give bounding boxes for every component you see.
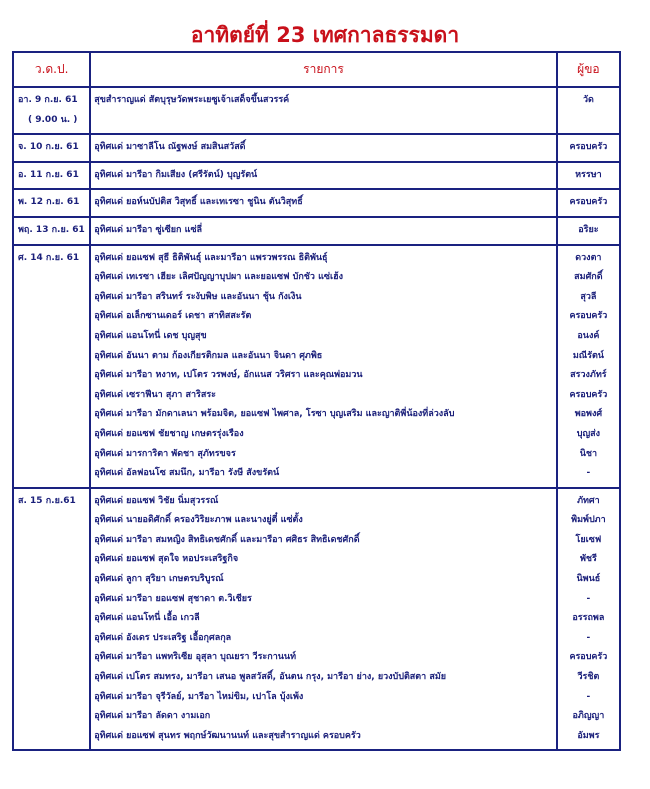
intention-item: อุทิศแด่ ยอแซฟ วิชัย นิ่มสุวรรณ์ (94, 495, 219, 506)
row-items-cell (90, 87, 557, 134)
row-date: ศ. 14 ก.ย. 61 (18, 252, 80, 263)
page-title: อาทิตย์ที่ 23 เทศกาลธรรมดา (190, 23, 460, 47)
intention-item: อุทิศแด่ ยอห์นบัปติส วิสุทธิ์ และเทเรซา ชูนิน ตันวิสุทธิ์ (94, 197, 303, 208)
requester-name: สมศักดิ์ (574, 272, 603, 283)
intention-item: อุทิศแด่ ยอแซฟ ชัยชาญ เกษตรรุ่งเรือง (94, 428, 244, 439)
requester-name: ครอบครัว (569, 389, 608, 400)
intention-item: อุทิศแด่ มารีอา ลัดดา งามเอก (94, 711, 211, 722)
requester-name: นิชา (579, 448, 598, 459)
intention-item: อุทิศแด่ มารีอา จุรีวัลย์, มารีอา ไหม่ขิม, เปาโล บุ้งเพ้ง (94, 691, 304, 702)
intention-item: อุทิศแด่ มารการิตา พัดชา สุภัทรขจร (94, 448, 236, 459)
row-date-time: ( 9.00 น. ) (28, 114, 78, 125)
row-date: อา. 9 ก.ย. 61 (18, 95, 78, 105)
row-date-cell (13, 217, 90, 245)
intention-item: อุทิศแด่ อันนา ตาม ก้องเกียรติกมล และอันนา จินดา ศุภพิธ (94, 350, 323, 361)
requester-name: อนงค์ (577, 330, 600, 341)
requester-name: ดวงตา (575, 252, 602, 263)
intention-item: อุทิศแด่ นายอดิศักดิ์ ครองวิริยะภาพ และนางยู่ตี๋ แซ่ตั้ง (94, 515, 303, 526)
intention-item: สุขสำราญแด่ สัตบุรุษวัดพระเยซูเจ้าเสด็จขึ้นสวรรค์ (94, 95, 290, 105)
requester-name: อรรถพล (572, 613, 605, 624)
row-date-cell (13, 162, 90, 190)
requester-name: วีรชิต (577, 672, 600, 683)
header-items: รายการ (90, 52, 557, 87)
requester-name: วัด (582, 95, 594, 105)
table-row (13, 488, 620, 751)
row-date-cell (13, 245, 90, 488)
requester-name: ครอบครัว (569, 311, 608, 322)
requester-name: นิพนธ์ (576, 574, 601, 585)
requester-name: พัชรี (579, 554, 597, 565)
requester-name: ครอบครัว (569, 652, 608, 663)
table-row (13, 162, 620, 190)
requester-name: - (586, 691, 591, 702)
row-requester-cell (557, 87, 620, 134)
table-row (13, 134, 620, 162)
row-items-cell (90, 488, 557, 751)
row-items-cell (90, 245, 557, 488)
requester-name: - (586, 632, 591, 643)
table-row (13, 245, 620, 488)
intention-item: อุทิศแด่ อังเดร ประเสริฐ เอื้อกุศลกุล (94, 632, 232, 643)
row-requester-cell (557, 189, 620, 217)
table-row (13, 217, 620, 245)
row-date: ส. 15 ก.ย.61 (18, 495, 76, 506)
table-row (13, 87, 620, 134)
intentions-table (12, 51, 621, 751)
row-requester-cell (557, 162, 620, 190)
requester-name: พิมพ์ปภา (571, 515, 606, 526)
intention-item: อุทิศแด่ อัลฟอนโซ สมนึก, มารีอา รังษี สังขรัตน์ (94, 468, 280, 479)
intention-item: อุทิศแด่ มารีอา สมหญิง สิทธิเดชศักดิ์ และมารีอา ศศิธร สิทธิเดชศักดิ์ (94, 534, 360, 545)
requester-name: บุญส่ง (576, 428, 601, 439)
intention-item: อุทิศแด่ ยอแซฟ สุนทร พฤกษ์วัฒนานนท์ และสุขสำราญแด่ ครอบครัว (94, 730, 361, 741)
row-items-cell (90, 217, 557, 245)
intention-item: อุทิศแด่ แอนโทนี่ เอื้อ เกวลี (94, 613, 200, 624)
row-requester-cell (557, 488, 620, 751)
intention-item: อุทิศแด่ แอนโทนี่ เดช บุญสุข (94, 330, 207, 341)
intention-item: อุทิศแด่ อเล็กซานเดอร์ เดชา สาทิสสะรัต (94, 311, 252, 322)
row-date-cell (13, 134, 90, 162)
intention-item: อุทิศแด่ มารีอา กิมเสียง (ศรีรัตน์) บุญรัตน์ (94, 169, 258, 180)
table-header-row (13, 52, 620, 87)
intention-item: อุทิศแด่ มาซาลีโน ณัฐพงษ์ สมสินสวัสดิ์ (94, 142, 246, 153)
requester-name: สรวงภัทร์ (570, 370, 607, 381)
row-date: พ. 12 ก.ย. 61 (18, 197, 80, 208)
intention-item: อุทิศแด่ เทเรซา เฮียะ เลิศปัญญาบุปผา และยอแซฟ บักชัว แซ่เฮ้ง (94, 272, 343, 283)
requester-name: อภิญญา (572, 711, 605, 722)
requester-name: ครอบครัว (569, 197, 608, 208)
intention-item: อุทิศแด่ มารีอา สรินทร์ ระงับพิษ และอันนา ชุ้น กังเงิน (94, 291, 302, 302)
row-date: จ. 10 ก.ย. 61 (18, 142, 79, 153)
requester-name: - (586, 593, 591, 604)
intention-item: อุทิศแด่ ยอแซฟ สุธี ธิติพันธุ์ และมารีอา แพรวพรรณ ธิติพันธุ์ (94, 252, 328, 263)
requester-name: มณีรัตน์ (572, 350, 604, 361)
row-date: พฤ. 13 ก.ย. 61 (18, 224, 85, 235)
table-row (13, 189, 620, 217)
intention-item: อุทิศแด่ ยอแซฟ สุดใจ หอประเสริฐกิจ (94, 554, 239, 565)
intention-item: อุทิศแด่ มารีอา แพทริเซีย อุสุลา บุณยรา วีระกานนท์ (94, 652, 297, 663)
row-items-cell (90, 162, 557, 190)
row-date-cell (13, 488, 90, 751)
requester-name: อัมพร (577, 730, 600, 741)
requester-name: โยเซฟ (575, 534, 602, 545)
row-items-cell (90, 134, 557, 162)
requester-name: สุวลี (580, 291, 597, 302)
row-requester-cell (557, 134, 620, 162)
row-date-cell (13, 189, 90, 217)
intention-item: อุทิศแด่ มารีอา มักดาเลนา พร้อมจิต, ยอแซฟ ไพศาล, โรซา บุญเสริม และญาติพี่น้องที่ล่วงลับ (94, 409, 455, 420)
table-body (13, 87, 620, 750)
requester-name: - (586, 468, 591, 479)
intention-item: อุทิศแด่ เซราฟีนา สุภา สาริสระ (94, 389, 217, 400)
requester-name: อริยะ (578, 224, 599, 235)
intention-item: อุทิศแด่ มารีอา หงาท, เปโตร วรพงษ์, อักแนส วริศรา และคุณพ่อมวน (94, 370, 363, 381)
intention-item: อุทิศแด่ มารีอา ซู่เซียก แซ่ลี่ (94, 224, 203, 235)
header-requester: ผู้ขอ (557, 52, 620, 87)
row-items-cell (90, 189, 557, 217)
requester-name: หรรษา (575, 169, 602, 180)
requester-name: ครอบครัว (569, 142, 608, 153)
intention-item: อุทิศแด่ เปโตร สมทรง, มารีอา เสนอ พูลสวัสดิ์, อันตน กรุง, มารีอา ย่าง, ยวงบัปติสตา สมัย (94, 672, 447, 683)
row-date: อ. 11 ก.ย. 61 (18, 169, 79, 180)
row-date-cell (13, 87, 90, 134)
intention-item: อุทิศแด่ ลูกา สุริยา เกษตรบริบูรณ์ (94, 574, 224, 585)
intention-item: อุทิศแด่ มารีอา ยอแซฟ สุชาดา ต.วิเชียร (94, 593, 252, 604)
row-requester-cell (557, 217, 620, 245)
row-requester-cell (557, 245, 620, 488)
requester-name: ภัทศา (577, 495, 600, 506)
header-date: ว.ด.ป. (13, 52, 90, 87)
requester-name: พอพงศ์ (574, 409, 603, 420)
